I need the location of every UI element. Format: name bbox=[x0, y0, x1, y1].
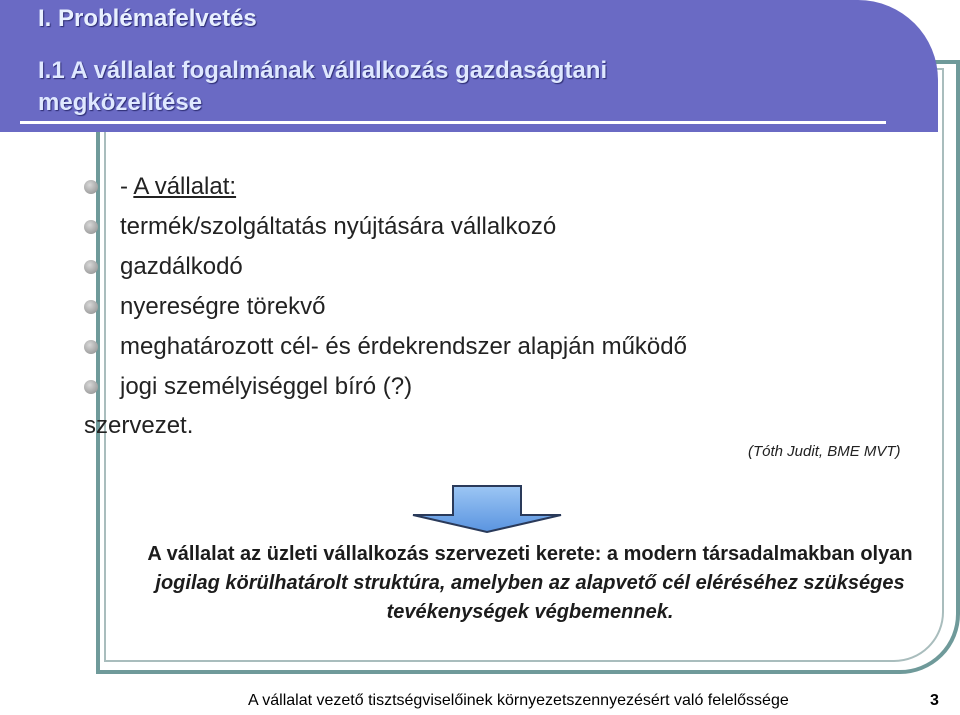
bullet-list bbox=[84, 170, 687, 410]
slide-footer: A vállalat vezető tisztségviselőinek környezetszennyezésért való felelőssége bbox=[248, 692, 789, 709]
bullet-dot-icon bbox=[84, 340, 98, 354]
bullet-item bbox=[84, 170, 687, 210]
bullet-item bbox=[84, 250, 687, 290]
bullet-item bbox=[84, 330, 687, 370]
header-divider bbox=[20, 121, 886, 124]
page-number: 3 bbox=[930, 692, 939, 709]
bullet-text: gazdálkodó bbox=[120, 253, 243, 280]
bullet-text: termék/szolgáltatás nyújtására vállalkozó bbox=[120, 213, 557, 240]
bullet-text: meghatározott cél- és érdekrendszer alapján működő bbox=[120, 333, 687, 360]
statement-italic: jogilag körülhatárolt struktúra, amelyben az alapvető cél eléréséhez szükséges tevékenységek végbemennek. bbox=[155, 572, 905, 623]
bullet-dot-icon bbox=[84, 300, 98, 314]
bullet-text: A vállalat: bbox=[133, 173, 237, 200]
slide-title: I. Problémafelvetés bbox=[38, 5, 257, 32]
source-citation: (Tóth Judit, BME MVT) bbox=[748, 443, 901, 460]
bullet-dot-icon bbox=[84, 220, 98, 234]
down-arrow-icon bbox=[411, 485, 563, 533]
bullet-dot-icon bbox=[84, 260, 98, 274]
bullet-item bbox=[84, 370, 687, 410]
bullet-dot-icon bbox=[84, 180, 98, 194]
bullet-dot-icon bbox=[84, 380, 98, 394]
bullet-text: nyereségre törekvő bbox=[120, 293, 326, 320]
bullet-text: jogi személyiséggel bíró (?) bbox=[120, 373, 413, 400]
bullet-item bbox=[84, 210, 687, 250]
bullet-conclusion: szervezet. bbox=[84, 412, 194, 439]
slide-header bbox=[0, 0, 938, 132]
bullet-item bbox=[84, 290, 687, 330]
bullet-prefix: - bbox=[120, 173, 134, 200]
statement-regular: A vállalat az üzleti vállalkozás szervezeti kerete: a modern társadalmakban olyan bbox=[147, 543, 913, 565]
definition-statement bbox=[120, 540, 940, 627]
slide-subtitle: I.1 A vállalat fogalmának vállalkozás gazdaságtani megközelítése bbox=[38, 57, 608, 116]
